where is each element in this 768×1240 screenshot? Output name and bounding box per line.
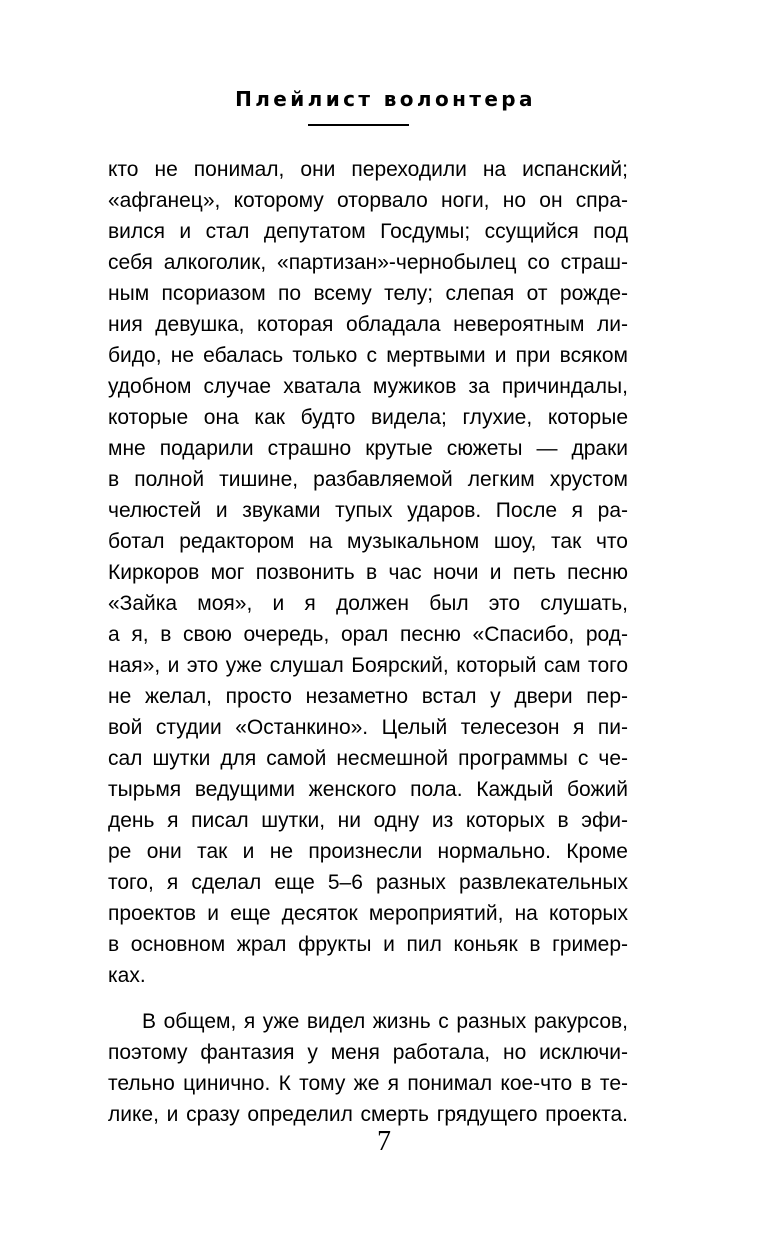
text-line: челюстей и звуками тупых ударов. После я ра-	[108, 499, 628, 522]
text-line: которые она как будто видела; глухие, которые	[108, 406, 628, 429]
text-line: Киркоров мог позвонить в час ночи и петь песню	[108, 561, 628, 584]
text-line: вой студии «Останкино». Целый телесезон я пи-	[108, 716, 628, 739]
paragraph-2	[108, 1006, 628, 1130]
page-number: 7	[377, 1126, 391, 1157]
text-line: тырьмя ведущими женского пола. Каждый божий	[108, 778, 628, 801]
body-text	[108, 154, 628, 1130]
text-line: ках.	[108, 964, 146, 987]
text-line: кто не понимал, они переходили на испанский;	[108, 158, 628, 181]
text-line: того, я сделал еще 5–6 разных развлекательных	[108, 871, 628, 894]
text-line: удобном случае хватала мужиков за причиндалы,	[108, 375, 628, 398]
text-line: «афганец», которому оторвало ноги, но он спра-	[108, 189, 628, 212]
running-title: Плейлист волонтера	[235, 87, 536, 111]
text-line: ботал редактором на музыкальном шоу, так что	[108, 530, 628, 553]
text-line: тельно цинично. К тому же я понимал кое-что в те-	[108, 1072, 628, 1095]
text-line: в полной тишине, разбавляемой легким хрустом	[108, 468, 628, 491]
text-line: ре они так и не произнесли нормально. Кроме	[108, 840, 628, 863]
text-line: поэтому фантазия у меня работала, но исключи-	[108, 1041, 628, 1064]
text-line: в основном жрал фрукты и пил коньяк в гример-	[108, 933, 628, 956]
paragraph-gap	[108, 991, 628, 1006]
text-line: бидо, не ебалась только с мертвыми и при всяком	[108, 344, 628, 367]
text-line: проектов и еще десяток мероприятий, на которых	[108, 902, 628, 925]
text-line: мне подарили страшно крутые сюжеты — драки	[108, 437, 628, 460]
text-line: а я, в свою очередь, орал песню «Спасибо, род-	[108, 623, 628, 646]
text-line: лике, и сразу определил смерть грядущего проекта.	[108, 1103, 628, 1126]
text-line: ная», и это уже слушал Боярский, который сам того	[108, 654, 628, 677]
paragraph-1	[108, 154, 628, 991]
text-line: В общем, я уже видел жизнь с разных ракурсов,	[142, 1010, 628, 1033]
text-line: не желал, просто незаметно встал у двери пер-	[108, 685, 628, 708]
text-line: ния девушка, которая обладала невероятным ли-	[108, 313, 628, 336]
running-head	[0, 84, 768, 114]
text-line: сал шутки для самой несмешной программы с че-	[108, 747, 628, 770]
text-line: себя алкоголик, «партизан»-чернобылец со страш-	[108, 251, 628, 274]
text-line: «Зайка моя», и я должен был это слушать,	[108, 592, 628, 615]
text-line: ным псориазом по всему телу; слепая от рожде-	[108, 282, 628, 305]
header-rule	[308, 124, 409, 126]
text-line: день я писал шутки, ни одну из которых в эфи-	[108, 809, 628, 832]
text-line: вился и стал депутатом Госдумы; ссущийся под	[108, 220, 628, 243]
